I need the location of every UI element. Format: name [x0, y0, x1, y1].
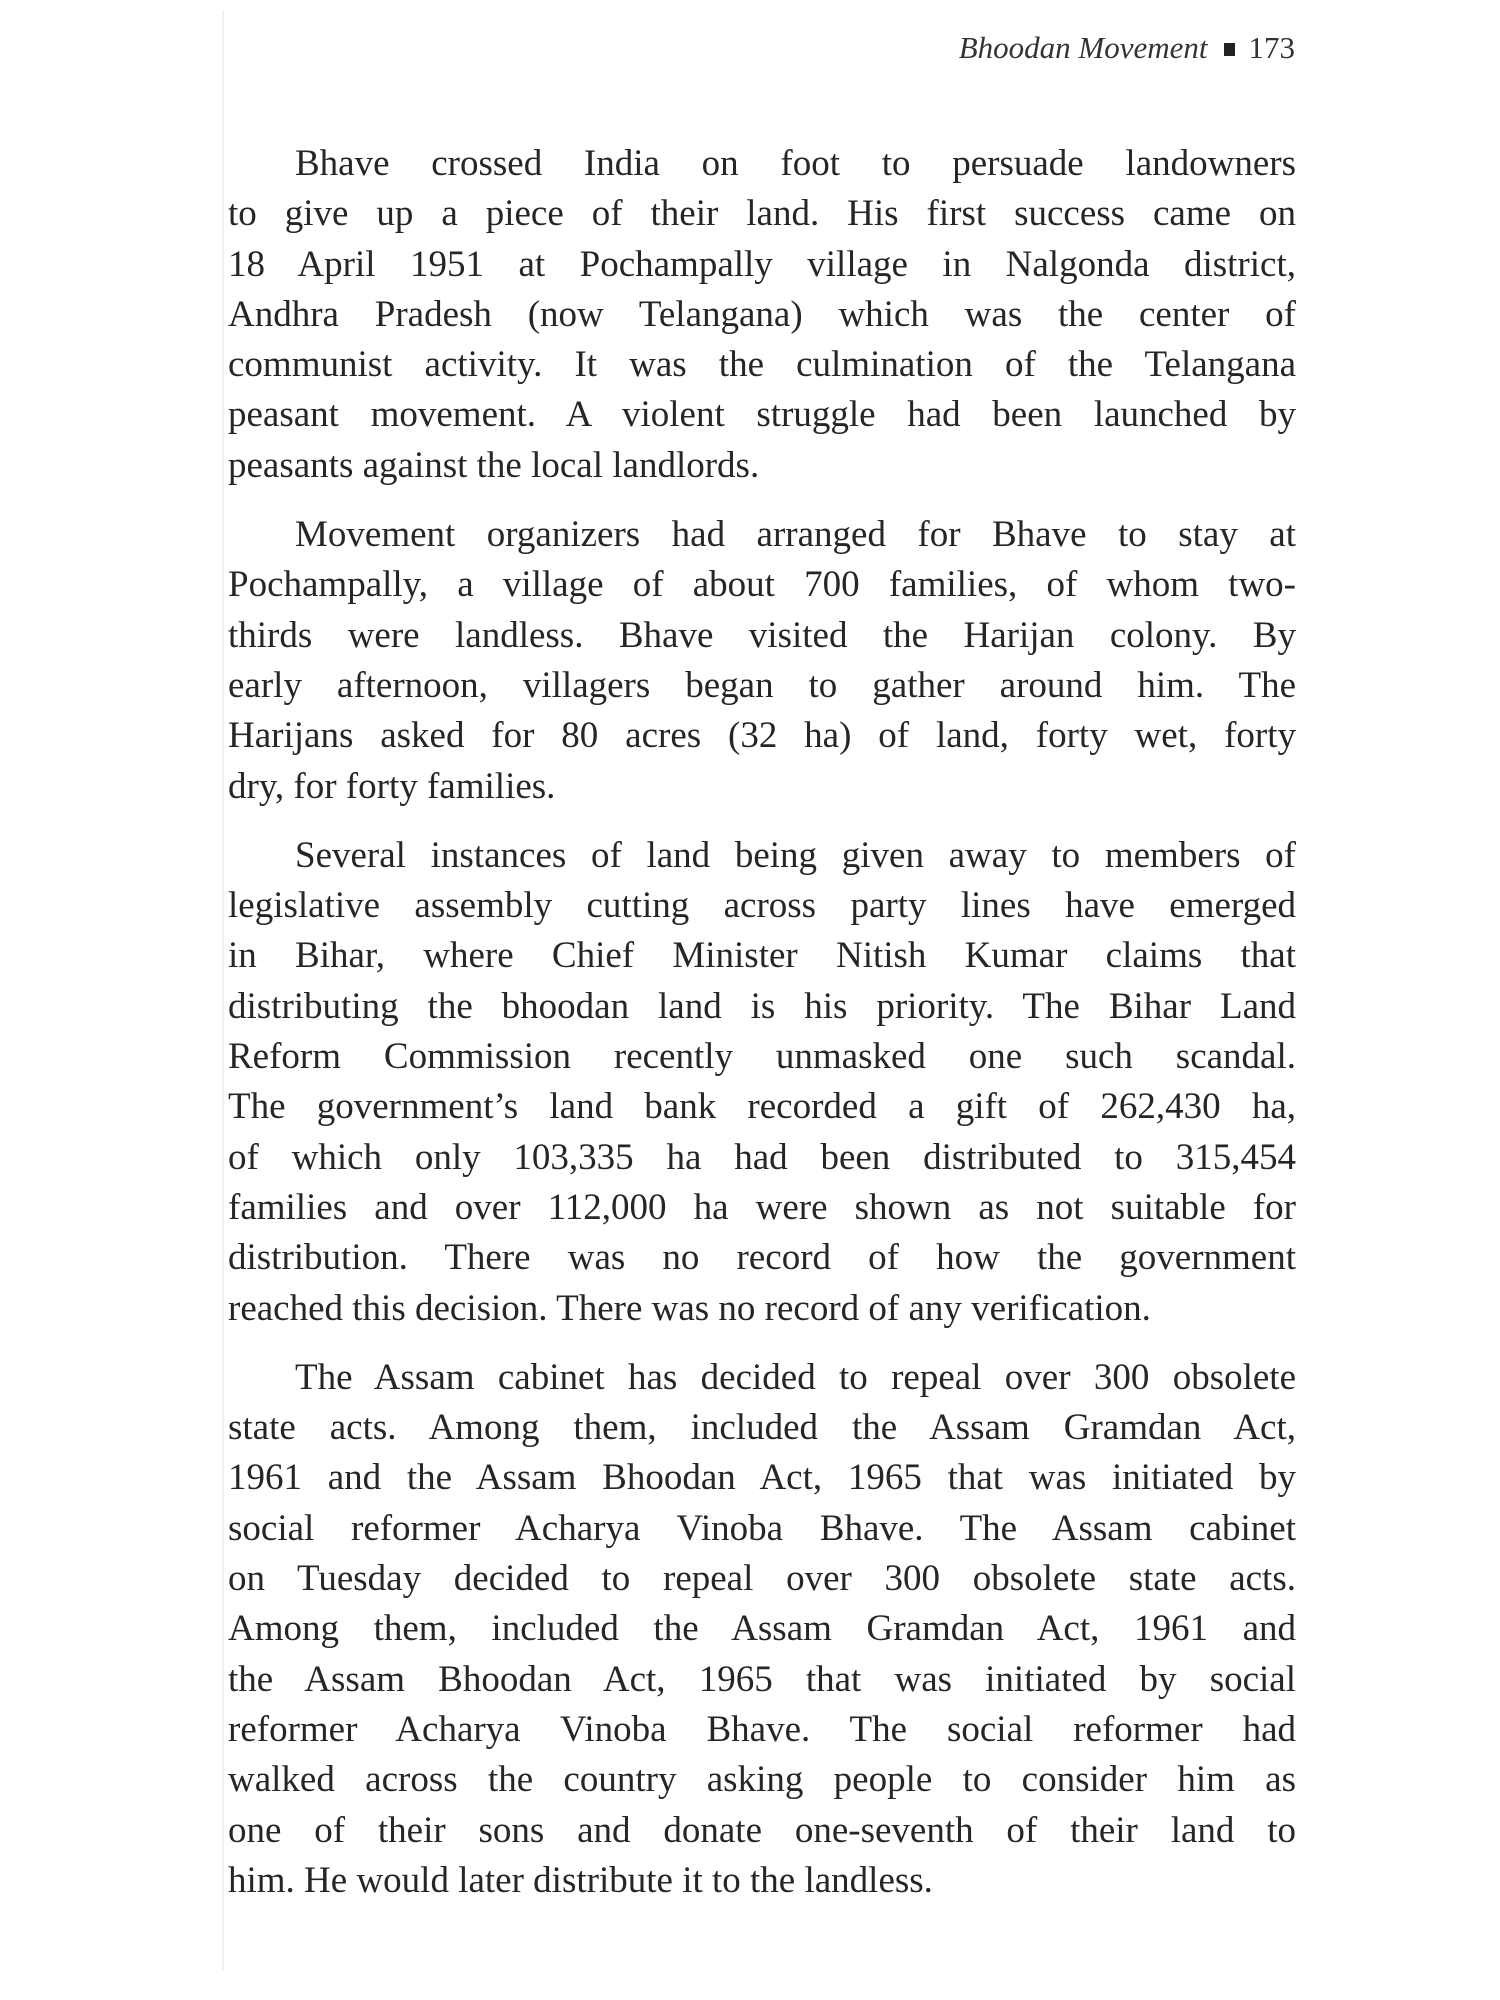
square-bullet-icon: [1224, 43, 1235, 56]
text-line: in Bihar, where Chief Minister Nitish Kumar claims that: [228, 935, 1296, 977]
text-line: families and over 112,000 ha were shown as not suitable for: [228, 1186, 1296, 1228]
text-line: Among them, included the Assam Gramdan Act, 1961 and: [228, 1608, 1296, 1650]
text-line: 1961 and the Assam Bhoodan Act, 1965 that was initiated by: [228, 1457, 1296, 1499]
text-line: thirds were landless. Bhave visited the Harijan colony. By: [228, 614, 1296, 656]
text-line: distribution. There was no record of how the government: [228, 1237, 1296, 1279]
paragraph: [228, 139, 1296, 491]
page-edge: [222, 10, 224, 1970]
text-line: Several instances of land being given away to members of: [295, 834, 1296, 876]
text-line: reformer Acharya Vinoba Bhave. The social reformer had: [228, 1708, 1296, 1750]
text-line: communist activity. It was the culmination of the Telangana: [228, 344, 1296, 386]
text-line: walked across the country asking people to consider him as: [228, 1759, 1296, 1801]
text-line: the Assam Bhoodan Act, 1965 that was initiated by social: [228, 1658, 1296, 1700]
text-line: on Tuesday decided to repeal over 300 obsolete state acts.: [228, 1558, 1296, 1600]
body-text: [228, 139, 1296, 1925]
text-line: 18 April 1951 at Pochampally village in Nalgonda district,: [228, 243, 1296, 285]
text-line: Movement organizers had arranged for Bhave to stay at: [295, 514, 1296, 556]
text-line: to give up a piece of their land. His first success came on: [228, 193, 1296, 235]
text-line: Bhave crossed India on foot to persuade landowners: [295, 143, 1296, 184]
text-line: Pochampally, a village of about 700 families, of whom two-: [228, 564, 1296, 606]
text-line: The Assam cabinet has decided to repeal over 300 obsolete: [295, 1356, 1296, 1398]
text-line: Andhra Pradesh (now Telangana) which was the center of: [228, 293, 1296, 335]
text-line: distributing the bhoodan land is his priority. The Bihar Land: [228, 985, 1296, 1027]
text-line: state acts. Among them, included the Assam Gramdan Act,: [228, 1407, 1296, 1449]
page-number: 173: [1248, 30, 1295, 65]
running-head: [959, 30, 1295, 66]
text-line: dry, for forty families.: [228, 765, 556, 807]
paragraph: [228, 831, 1296, 1334]
text-line: legislative assembly cutting across party lines have emerged: [228, 885, 1296, 927]
text-line: Harijans asked for 80 acres (32 ha) of land, forty wet, forty: [228, 715, 1296, 757]
paragraph: [228, 510, 1296, 812]
text-line: The government’s land bank recorded a gift of 262,430 ha,: [228, 1086, 1296, 1128]
text-line: of which only 103,335 ha had been distributed to 315,454: [228, 1136, 1296, 1178]
text-line: social reformer Acharya Vinoba Bhave. The Assam cabinet: [228, 1507, 1296, 1549]
text-line: peasants against the local landlords.: [228, 444, 760, 486]
running-head-title: Bhoodan Movement: [958, 30, 1208, 65]
text-line: one of their sons and donate one-seventh of their land to: [228, 1809, 1296, 1851]
paragraph: [228, 1353, 1296, 1906]
text-line: early afternoon, villagers began to gather around him. The: [228, 664, 1296, 706]
text-line: peasant movement. A violent struggle had been launched by: [228, 394, 1296, 436]
text-line: Reform Commission recently unmasked one such scandal.: [228, 1036, 1296, 1078]
text-line: him. He would later distribute it to the landless.: [228, 1859, 933, 1901]
text-line: reached this decision. There was no record of any verification.: [228, 1287, 1151, 1329]
